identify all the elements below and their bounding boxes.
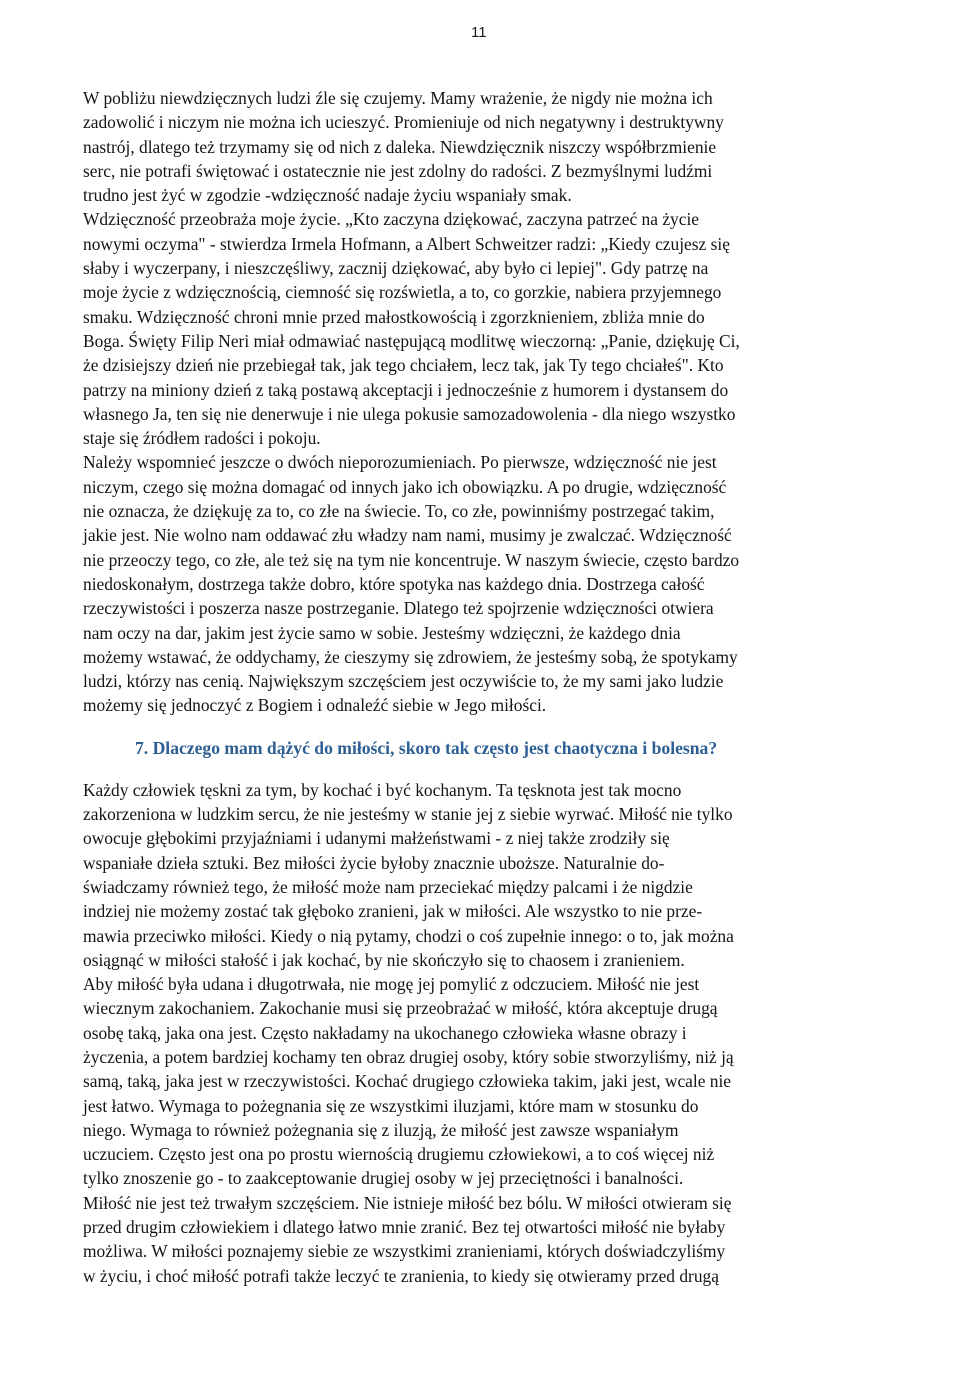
paragraph-love: Każdy człowiek tęskni za tym, by kochać i być kochanym. Ta tęsknota jest tak mocno zakorzeniona w ludzkim sercu, że nie jesteśmy w stanie jej z siebie wyrwać. Miłość nie tylko owocuje głębokimi przyjaźniami i udanymi małżeństwami - z niej także zrodziły się wspaniałe dzieła sztuki. Bez miłości życie byłoby znacznie uboższe. Naturalnie do- świadczamy również tego, że miłość może nam przeciekać między palcami i że nigdzie indziej nie możemy zostać tak głęboko zranieni, jak w miłości. Ale wszystko to nie prze- mawia przeciwko miłości. Kiedy o nią pytamy, chodzi o coś zupełnie innego: o to, jak można osiągnąć w miłości stałość i jak kochać, by nie skończyło się to chaosem i zranieniem. Aby miłość była udana i długotrwała, nie mogę jej pomylić z odczuciem. Miłość nie jest wiecznym zakochaniem. Zakochanie musi się przeobrażać w miłość, która akceptuje drugą osobę taką, jaka ona jest. Często nakładamy na ukochanego człowieka własne obrazy i życzenia, a potem bardziej kochamy ten obraz drugiej osoby, który sobie stworzyliśmy, niż ją samą, taką, jaka jest w rzeczywistości. Kochać drugiego człowieka takim, jaki jest, wcale nie jest łatwo. Wymaga to pożegnania się ze wszystkimi iluzjami, które mam w stosunku do niego. Wymaga to również pożegnania się z iluzją, że miłość jest zawsze wspaniałym uczuciem. Często jest ona po prostu wiernością drugiemu człowiekowi, a to coś więcej niż tylko znoszenie go - to zaakceptowanie drugiej osoby w jej przeciętności i banalności. Miłość nie jest też trwałym szczęściem. Nie istnieje miłość bez bólu. W miłości otwieram się przed drugim człowiekiem i dlatego łatwo mnie zranić. Bez tej otwartości miłość nie byłaby możliwa. W miłości poznajemy siebie ze wszystkimi zranieniami, których doświadczyliśmy w życiu, i choć miłość potrafi także leczyć te zranienia, to kiedy się otwieramy przed drugą — [83, 779, 734, 1286]
page-number: 11 — [471, 24, 487, 41]
document-body — [83, 86, 883, 1288]
paragraph-gratitude: W pobliżu niewdzięcznych ludzi źle się czujemy. Mamy wrażenie, że nigdy nie można ich zadowolić i niczym nie można ich ucieszyć. Promieniuje od nich negatywny i destruktywny nastrój, dlatego też trzymamy się od nich z daleka. Niewdzięcznik niszczy współbrzmienie serc, nie potrafi świętować i ostatecznie nie jest zdolny do radości. Z bezmyślnymi ludźmi trudno jest żyć w zgodzie -wdzięczność nadaje życiu wspaniały smak. Wdzięczność przeobraża moje życie. „Kto zaczyna dziękować, zaczyna patrzeć na życie nowymi oczyma" - stwierdza Irmela Hofmann, a Albert Schweitzer radzi: „Kiedy czujesz się słaby i wyczerpany, i nieszczęśliwy, zacznij dziękować, aby było ci lepiej". Gdy patrzę na moje życie z wdzięcznością, ciemność się rozświetla, a to, co gorzkie, nabiera przyjemnego smaku. Wdzięczność chroni mnie przed małostkowością i zgorzknieniem, zbliża mnie do Boga. Święty Filip Neri miał odmawiać następującą modlitwę wieczorną: „Panie, dziękuję Ci, że dzisiejszy dzień nie przebiegał tak, jak tego chciałem, lecz tak, jak Ty tego chciałeś". Kto patrzy na miniony dzień z taką postawą akceptacji i jednocześnie z humorem i dystansem do własnego Ja, ten się nie denerwuje i nie ulega pokusie samozadowolenia - dla niego wszystko staje się źródłem radości i pokoju. Należy wspomnieć jeszcze o dwóch nieporozumieniach. Po pierwsze, wdzięczność nie jest niczym, czego się można domagać od innych jako ich obowiązku. A po drugie, wdzięczność nie oznacza, że dziękuję za to, co złe na świecie. To, co złe, powinniśmy postrzegać takim, jakie jest. Nie wolno nam oddawać złu władzy nam nami, musimy je zwalczać. Wdzięczność nie przeoczy tego, co złe, ale też się na tym nie koncentruje. W naszym świecie, często bardzo niedoskonałym, dostrzega także dobro, które spotyka nas każdego dnia. Dostrzega całość rzeczywistości i poszerza nasze postrzeganie. Dlatego też spojrzenie wdzięczności otwiera nam oczy na dar, jakim jest życie samo w sobie. Jesteśmy wdzięczni, że każdego dnia możemy wstawać, że oddychamy, że cieszymy się zdrowiem, że jesteśmy sobą, że spotykamy ludzi, którzy nas cenią. Największym szczęściem jest oczywiście to, że my sami jako ludzie możemy się jednoczyć z Bogiem i odnaleźć siebie w Jego miłości. — [83, 88, 740, 716]
section-heading: 7. Dlaczego mam dążyć do miłości, skoro tak często jest chaotyczna i bolesna? — [135, 737, 718, 758]
